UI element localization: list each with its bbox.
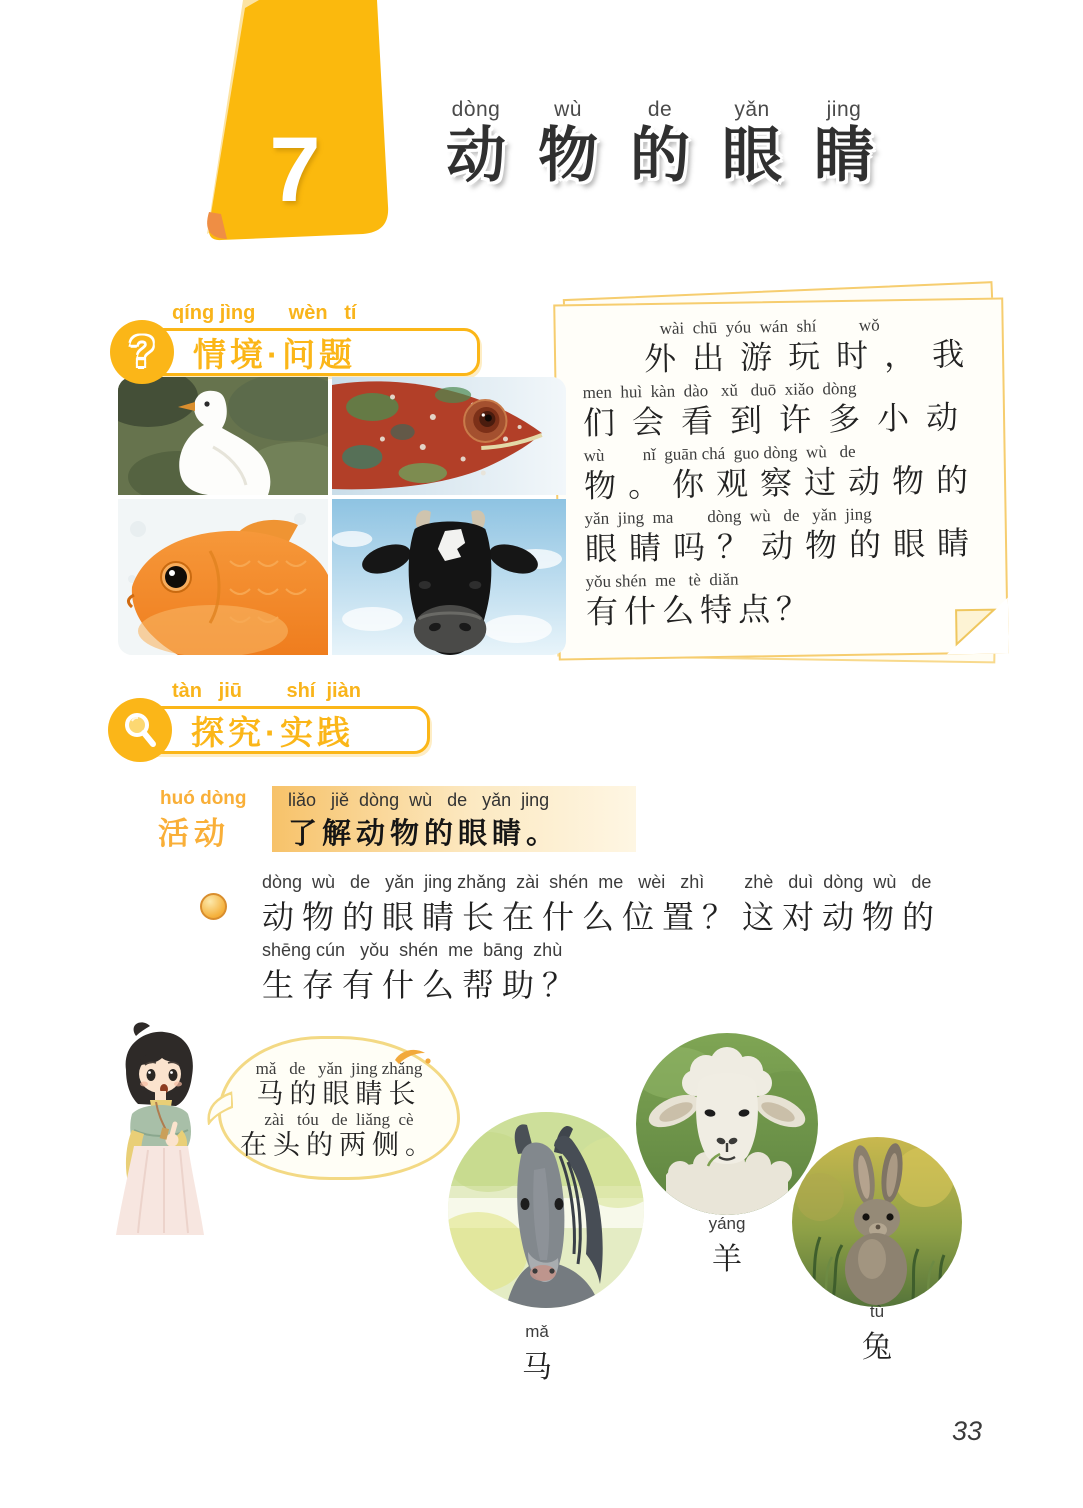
dove-photo: [118, 377, 328, 495]
page-number: 33: [952, 1416, 983, 1446]
chameleon-photo: [332, 377, 566, 495]
title-char: 的: [630, 122, 690, 189]
pinyin: yáng: [708, 1214, 746, 1233]
title-pinyin: wù: [554, 98, 582, 121]
animal-photo-grid: [118, 377, 566, 655]
bullet-icon: [200, 893, 227, 920]
activity-label: 活动: [158, 816, 230, 851]
horse-photo: [448, 1112, 644, 1308]
magnifier-icon: [108, 698, 172, 762]
explore-header-label: 探究·实践: [191, 713, 354, 751]
rabbit-label: [827, 1302, 927, 1366]
situation-header: [142, 328, 480, 376]
pinyin: tù: [869, 1302, 885, 1321]
title-char: 睛: [814, 122, 874, 189]
title-pinyin: jing: [826, 98, 862, 121]
pinyin: mǎ de yǎn jing zhǎng: [255, 1059, 423, 1078]
card-line: [582, 377, 983, 444]
hanzi: 兔: [862, 1331, 892, 1364]
hanzi: 羊: [712, 1243, 742, 1276]
explore-header-pinyin: tàn jiū shí jiàn: [172, 680, 361, 702]
sheep-photo: [636, 1033, 818, 1215]
title-char: 物: [538, 122, 598, 189]
lesson-ribbon: [183, 0, 398, 252]
hanzi: 物。你观察过动物的: [583, 461, 981, 504]
title-char: 动: [446, 122, 506, 189]
sheep-label: [677, 1214, 777, 1278]
pinyin: wài chū yóu wán shí wǒ: [659, 315, 880, 338]
pinyin: yǒu shén me tè diǎn: [585, 569, 739, 591]
card-line: [585, 566, 986, 633]
bubble-accent-swoosh-icon: [393, 1047, 431, 1067]
activity-task-strip: [272, 786, 636, 852]
card-line: [581, 314, 982, 381]
hanzi: 们会看到许多小动: [582, 398, 976, 442]
rabbit-photo: [792, 1137, 962, 1307]
question-pinyin: shēng cún yǒu shén me bāng zhù: [262, 940, 563, 960]
bubble-tail-icon: [205, 1091, 233, 1125]
card-line: [583, 440, 984, 507]
folded-corner-icon: [946, 597, 1009, 654]
situation-header-pinyin: qíng jìng wèn tí: [172, 302, 357, 324]
question-mark-icon: ?: [110, 320, 174, 384]
activity-pinyin: huó dòng: [160, 788, 247, 809]
hanzi: 在头的两侧。: [240, 1130, 438, 1161]
girl-illustration: [98, 1018, 220, 1241]
card-line: [584, 503, 985, 570]
explore-header: [140, 706, 430, 754]
hanzi: 马的眼睛长: [256, 1079, 422, 1109]
goldfish-photo: [118, 499, 328, 655]
title-pinyin: yǎn: [734, 98, 770, 121]
hanzi: 马: [522, 1351, 552, 1384]
pinyin: zài tóu de liǎng cè: [264, 1110, 414, 1130]
question-pinyin: dòng wù de yǎn jing zhǎng zài shén me wèi zhì zhè duì dòng wù de: [262, 872, 932, 892]
cow-photo: [332, 499, 566, 655]
pinyin: yǎn jing ma dòng wù de yǎn jing: [584, 504, 872, 528]
hanzi: 外出游玩时，我: [643, 335, 981, 378]
title-pinyin: de: [647, 98, 673, 121]
title-pinyin: dòng: [451, 98, 501, 121]
pinyin: men huì kàn dào xǔ duō xiǎo dòng: [582, 378, 857, 403]
hanzi: 了解动物的眼睛。: [288, 818, 561, 850]
pinyin: wù nǐ guān chá guo dòng wù de: [583, 441, 856, 466]
lesson-number: 7: [269, 119, 321, 221]
question-text: 生存有什么帮助？: [262, 967, 583, 1003]
hanzi: 眼睛吗？动物的眼睛: [584, 524, 982, 567]
title-char: 眼: [722, 122, 782, 189]
speech-bubble: [218, 1036, 460, 1180]
question-text: 动物的眼睛长在什么位置？这对动物的: [262, 899, 943, 935]
pinyin: liǎo jiě dòng wù de yǎn jing: [288, 790, 550, 810]
hanzi: 有什么特点？: [585, 590, 815, 630]
situation-header-label: 情境·问题: [193, 335, 356, 373]
situation-text-card: [553, 297, 1009, 660]
pinyin: mǎ: [525, 1322, 549, 1341]
page-title: [440, 98, 880, 189]
horse-label: [487, 1322, 587, 1386]
